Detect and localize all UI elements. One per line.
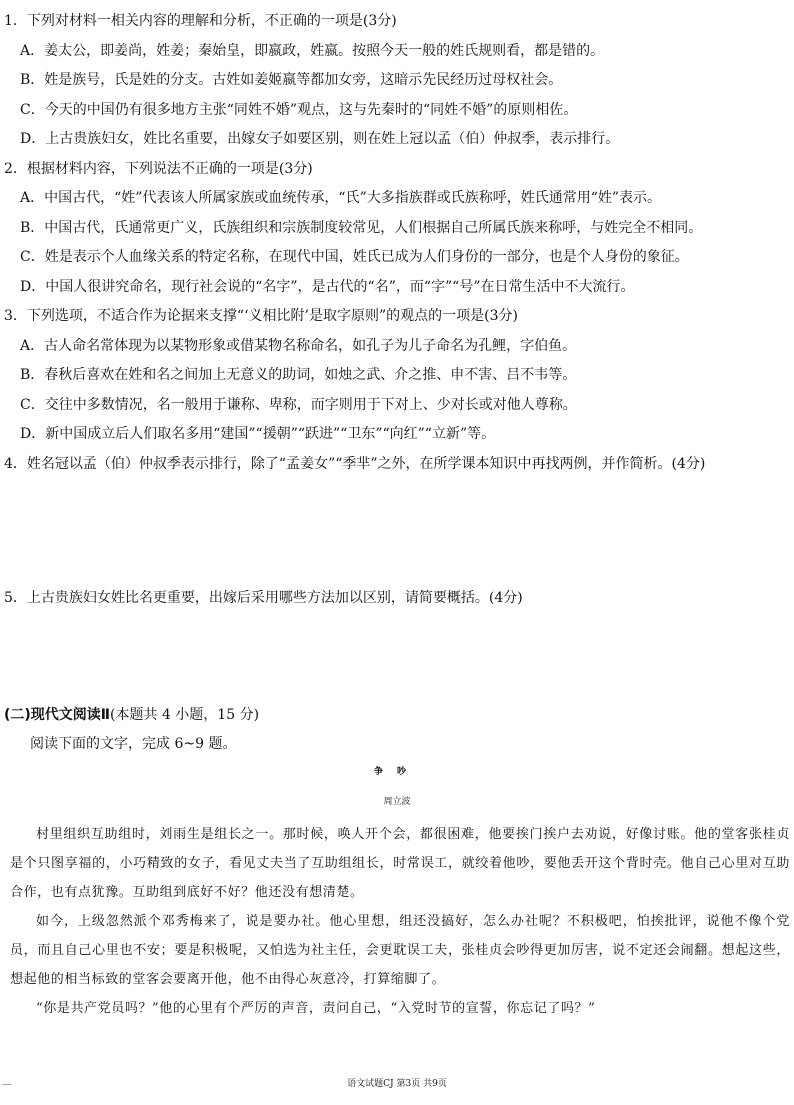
question-3-stem: 3．下列选项，不适合作为论据来支撑“‘义相比附’是取字原则”的观点的一项是(3分) — [4, 308, 518, 324]
question-3-option-d: D．新中国成立后人们取名多用“建国”“援朝”“跃进”“卫东”“向红”“立新”等。 — [20, 426, 496, 442]
question-1-option-c: C．今天的中国仍有很多地方主张“同姓不婚”观点，这与先秦时的“同姓不婚”的原则相佐。 — [20, 102, 578, 118]
question-3-option-b: B．春秋后喜欢在姓和名之间加上无意义的助词，如烛之武、介之推、申不害、吕不韦等。 — [20, 367, 577, 383]
article-paragraph-2: 如今，上级忽然派个邓秀梅来了，说是要办社。他心里想，组还没搞好，怎么办社呢？不积极吧，怕挨批评，说他不像个党员，而且自己心里也不安；要是积极呢，又怕选为社主任，会更耽误工夫，张桂贞会吵得更加厉害，说不定还会闹翻。想起这些，想起他的相当标致的堂客会要离开他，他不由得心灰意冷，打算缩脚了。 — [10, 914, 790, 987]
page-footer: 语文试题CJ 第3页 共9页 — [347, 1079, 447, 1089]
corner-mark: — — [2, 1079, 12, 1090]
question-1-option-d: D．上古贵族妇女，姓比名重要，出嫁女子如要区别，则在姓上冠以孟（伯）仲叔季，表示排行。 — [20, 131, 620, 147]
question-4-stem: 4．姓名冠以孟（伯）仲叔季表示排行，除了“孟姜女”“季芈”之外，在所学课本知识中再找两例，并作简析。(4分) — [4, 456, 706, 472]
article-title: 争吵 — [373, 767, 420, 777]
question-1-option-b: B．姓是族号，氏是姓的分支。古姓如姜姬嬴等都加女旁，这暗示先民经历过母权社会。 — [20, 72, 563, 88]
reading-instruction: 阅读下面的文字，完成 6~9 题。 — [30, 736, 237, 752]
question-2-option-a: A．中国古代，“姓”代表该人所属家族或血统传承，“氏”大多指族群或氏族称呼，姓氏通常用“姓”表示。 — [20, 190, 662, 206]
article-author: 周立波 — [383, 797, 411, 807]
question-3-option-a: A．古人命名常体现为以某物形象或借某物名称命名，如孔子为儿子命名为孔鲤，字伯鱼。 — [20, 338, 577, 354]
section-note: (本题共 4 小题，15 分) — [110, 707, 260, 723]
question-2-option-d: D．中国人很讲究命名，现行社会说的“名字”，是古代的“名”，而“字”“号”在日常生活中不大流行。 — [20, 279, 635, 295]
question-2-option-c: C．姓是表示个人血缘关系的特定名称，在现代中国，姓氏已成为人们身份的一部分，也是个人身份的象征。 — [20, 249, 689, 265]
section-title: (二)现代文阅读Ⅱ — [4, 707, 111, 723]
article-paragraph-1: 村里组织互助组时，刘雨生是组长之一。那时候，唤人开个会，都很困难，他要挨门挨户去劝说，好像讨账。他的堂客张桂贞是个只图享福的，小巧精致的女子，看见丈夫当了互助组组长，时常误工，就绞着他吵，要他丢开这个背时壳。他自己心里对互助合作，也有点犹豫。互助组到底好不好？他还没有想清楚。 — [10, 827, 790, 900]
question-2-stem: 2．根据材料内容，下列说法不正确的一项是(3分) — [4, 161, 313, 177]
question-3-option-c: C．交往中多数情况，名一般用于谦称、卑称，而字则用于下对上、少对长或对他人尊称。 — [20, 397, 577, 413]
question-1-option-a: A．姜太公，即姜尚，姓姜；秦始皇，即嬴政，姓嬴。按照今天一般的姓氏规则看，都是错的。 — [20, 43, 605, 59]
question-2-option-b: B．中国古代，氏通常更广义，氏族组织和宗族制度较常见，人们根据自己所属氏族来称呼，与姓完全不相同。 — [20, 220, 703, 236]
article-paragraph-3: “你是共产党员吗？”他的心里有个严厉的声音，责问自己，“入党时节的宣誓，你忘记了吗？” — [36, 1001, 596, 1016]
question-5-stem: 5．上古贵族妇女姓比名更重要，出嫁后采用哪些方法加以区别，请简要概括。(4分) — [4, 590, 523, 606]
section-heading — [4, 706, 259, 724]
question-1-stem: 1．下列对材料一相关内容的理解和分析，不正确的一项是(3分) — [4, 13, 397, 29]
